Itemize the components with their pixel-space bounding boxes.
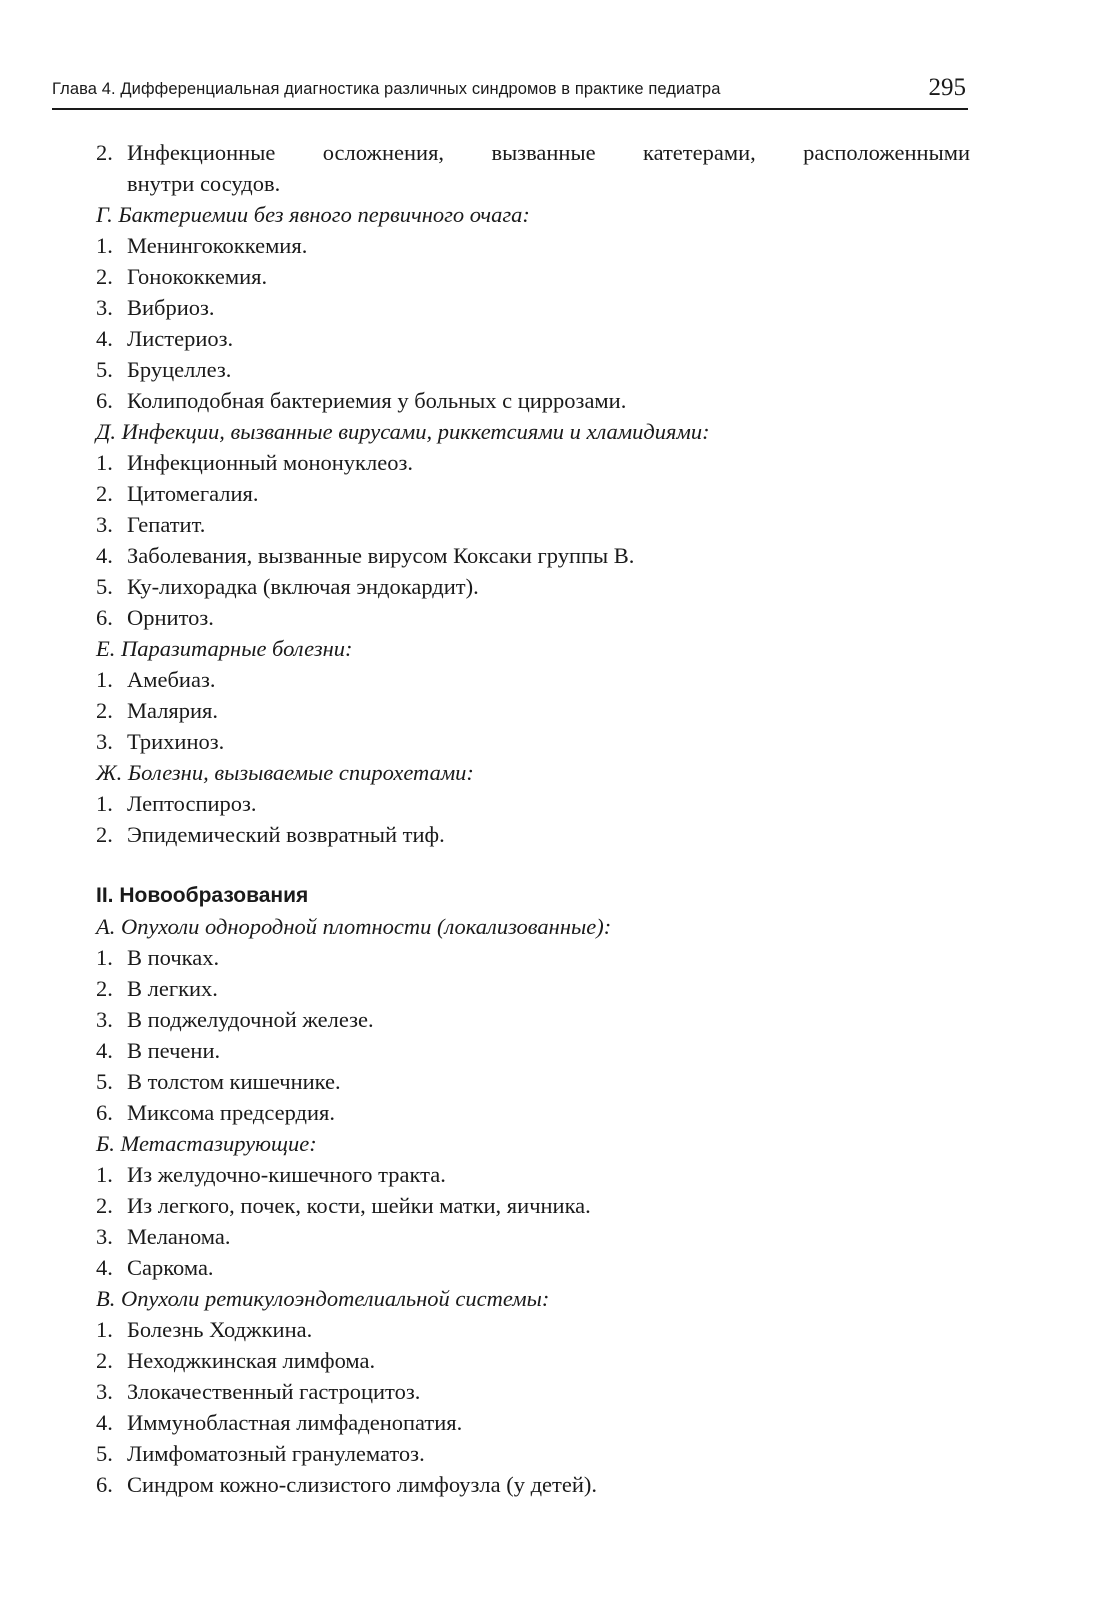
item-number: 6.	[96, 1100, 113, 1125]
list-item	[96, 1097, 970, 1128]
item-number: 3.	[96, 1007, 113, 1032]
list-item	[96, 695, 970, 726]
item-text: Лимфоматозный гранулематоз.	[127, 1441, 425, 1466]
item-text: Менингококкемия.	[127, 233, 308, 258]
item-number: 2.	[96, 140, 113, 165]
item-text-line-1: Инфекционные осложнения, вызванные катетерами, расположенными	[127, 140, 970, 165]
item-text: Меланома.	[127, 1224, 231, 1249]
item-number: 6.	[96, 605, 113, 630]
item-number: 1.	[96, 945, 113, 970]
item-text: В поджелудочной железе.	[127, 1007, 374, 1032]
list-group-e	[96, 664, 970, 757]
subsection-heading-b: Б. Метастазирующие:	[96, 1131, 317, 1156]
list-group-a	[96, 942, 970, 1128]
list-group-g	[96, 230, 970, 416]
list-item	[96, 509, 970, 540]
item-number: 3.	[96, 512, 113, 537]
subsection-heading-zh: Ж. Болезни, вызываемые спирохетами:	[96, 760, 474, 785]
list-item	[96, 478, 970, 509]
section-spacer	[96, 850, 970, 880]
list-group-v	[96, 1314, 970, 1500]
list-item	[96, 1190, 970, 1221]
list-group-zh	[96, 788, 970, 850]
subsection-heading-e: Е. Паразитарные болезни:	[96, 636, 353, 661]
item-number: 5.	[96, 357, 113, 382]
item-text: Неходжкинская лимфома.	[127, 1348, 376, 1373]
list-item	[96, 385, 970, 416]
subsection-heading-g: Г. Бактериемии без явного первичного очага:	[96, 202, 530, 227]
item-number: 4.	[96, 1255, 113, 1280]
item-text: Цитомегалия.	[127, 481, 259, 506]
item-number: 3.	[96, 295, 113, 320]
item-text: Ку-лихорадка (включая эндокардит).	[127, 574, 479, 599]
list-item	[96, 1221, 970, 1252]
list-item	[96, 1159, 970, 1190]
list-item	[96, 1314, 970, 1345]
list-item	[96, 664, 970, 695]
list-item	[96, 973, 970, 1004]
list-item	[96, 230, 970, 261]
list-group-b	[96, 1159, 970, 1283]
item-number: 4.	[96, 1038, 113, 1063]
item-number: 2.	[96, 698, 113, 723]
list-item	[96, 726, 970, 757]
list-item	[96, 1035, 970, 1066]
list-group-d	[96, 447, 970, 633]
section-heading: II. Новообразования	[96, 884, 309, 907]
item-number: 3.	[96, 1224, 113, 1249]
item-text: Вибриоз.	[127, 295, 215, 320]
item-number: 2.	[96, 264, 113, 289]
item-text: Трихиноз.	[127, 729, 225, 754]
list-item	[96, 292, 970, 323]
item-text: В толстом кишечнике.	[127, 1069, 341, 1094]
item-text: Эпидемический возвратный тиф.	[127, 822, 445, 847]
list-item	[96, 942, 970, 973]
item-number: 5.	[96, 1069, 113, 1094]
item-text: В почках.	[127, 945, 220, 970]
list-item	[96, 1066, 970, 1097]
item-text: Амебиаз.	[127, 667, 216, 692]
item-text: Синдром кожно-слизистого лимфоузла (у детей).	[127, 1472, 598, 1497]
item-text: Заболевания, вызванные вирусом Коксаки группы В.	[127, 543, 635, 568]
item-text: Колиподобная бактериемия у больных с циррозами.	[127, 388, 627, 413]
page-body	[96, 137, 970, 1500]
list-item	[96, 1438, 970, 1469]
item-text: Бруцеллез.	[127, 357, 232, 382]
list-item	[96, 1252, 970, 1283]
item-text: Гепатит.	[127, 512, 206, 537]
item-number: 5.	[96, 574, 113, 599]
item-number: 2.	[96, 481, 113, 506]
running-title: Глава 4. Дифференциальная диагностика различных синдромов в практике педиатра	[52, 80, 721, 98]
item-number: 1.	[96, 1162, 113, 1187]
list-item	[96, 261, 970, 292]
list-item	[96, 1376, 970, 1407]
item-number: 3.	[96, 729, 113, 754]
list-item	[96, 602, 970, 633]
item-number: 1.	[96, 1317, 113, 1342]
item-number: 1.	[96, 450, 113, 475]
item-text: В легких.	[127, 976, 218, 1001]
list-item	[96, 788, 970, 819]
item-number: 4.	[96, 1410, 113, 1435]
item-text: Из легкого, почек, кости, шейки матки, яичника.	[127, 1193, 591, 1218]
item-text: Малярия.	[127, 698, 219, 723]
subsection-heading-a: А. Опухоли однородной плотности (локализованные):	[96, 914, 612, 939]
item-text: В печени.	[127, 1038, 221, 1063]
item-number: 6.	[96, 1472, 113, 1497]
item-number: 2.	[96, 822, 113, 847]
list-item	[96, 540, 970, 571]
item-text: Болезнь Ходжкина.	[127, 1317, 313, 1342]
item-number: 2.	[96, 1193, 113, 1218]
item-number: 3.	[96, 1379, 113, 1404]
item-text: Листериоз.	[127, 326, 234, 351]
list-item	[96, 354, 970, 385]
item-number: 1.	[96, 791, 113, 816]
list-item	[96, 137, 970, 199]
list-item	[96, 1407, 970, 1438]
item-number: 4.	[96, 543, 113, 568]
item-number: 5.	[96, 1441, 113, 1466]
item-number: 1.	[96, 667, 113, 692]
item-number: 6.	[96, 388, 113, 413]
subsection-heading-v: В. Опухоли ретикулоэндотелиальной системы:	[96, 1286, 550, 1311]
item-text: Лептоспироз.	[127, 791, 257, 816]
list-item	[96, 571, 970, 602]
item-number: 1.	[96, 233, 113, 258]
item-number: 2.	[96, 976, 113, 1001]
subsection-heading-d: Д. Инфекции, вызванные вирусами, риккетсиями и хламидиями:	[96, 419, 710, 444]
list-item	[96, 1345, 970, 1376]
list-item	[96, 819, 970, 850]
item-number: 4.	[96, 326, 113, 351]
item-text: Инфекционный мононуклеоз.	[127, 450, 413, 475]
list-item	[96, 1004, 970, 1035]
item-text: Из желудочно-кишечного тракта.	[127, 1162, 446, 1187]
list-item	[96, 447, 970, 478]
list-item	[96, 1469, 970, 1500]
item-text: Саркома.	[127, 1255, 214, 1280]
page-number: 295	[928, 74, 966, 101]
item-text: Гонококкемия.	[127, 264, 268, 289]
running-head	[52, 74, 968, 110]
item-text: Иммунобластная лимфаденопатия.	[127, 1410, 463, 1435]
item-text: Орнитоз.	[127, 605, 214, 630]
item-number: 2.	[96, 1348, 113, 1373]
item-text: Злокачественный гастроцитоз.	[127, 1379, 421, 1404]
item-text-line-2: внутри сосудов.	[127, 171, 281, 196]
item-text: Миксома предсердия.	[127, 1100, 336, 1125]
list-item	[96, 323, 970, 354]
